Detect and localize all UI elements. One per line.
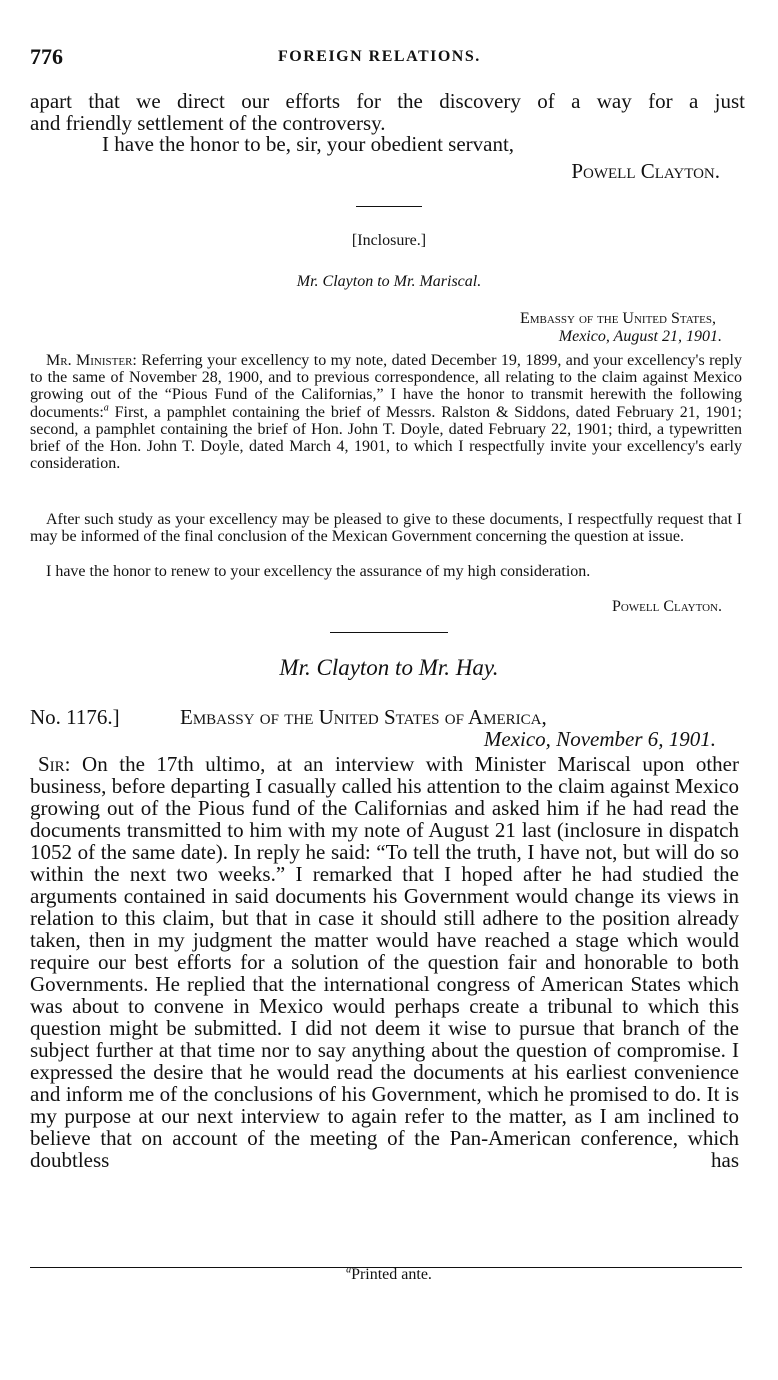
letter1-closing: I have the honor to be, sir, your obedient servant,: [102, 132, 515, 156]
section-divider: [330, 632, 448, 633]
section-divider: [356, 206, 422, 207]
footnote-mark: a: [346, 1264, 352, 1276]
inclosure-dateline-place: Mexico, August 21, 1901.: [558, 328, 722, 345]
inclosure-dateline-org: Embassy of the United States,: [519, 310, 716, 327]
letter2-body: Sir: On the 17th ultimo, at an interview with Minister Mariscal upon other business, before departing I casually called his attention to the claim against Mexico growing out of the Pious fund of the Californias and asked him if he had read the documents transmitted to him with my note of August 21 last (inclosure in dispatch 1052 of the same date). In reply he said: “To tell the truth, I have not, but will do so within the next two weeks.” I remarked that I hoped after he had studied the arguments contained in said documents his Government would change its views in relation to this claim, but that in case it should still adhere to the position already taken, then in my judgment the matter would have reached a stage which would require our best efforts for a solution of the question fair and honorable to both Governments. He replied that the international congress of American States which was about to convene in Mexico would perhaps create a tribunal to which this question might be submitted. I did not deem it wise to pursue that branch of the subject further at that time nor to say anything about the question of compromise. I expressed the desire that he would read the documents at his earliest convenience and inform me of the conclusions of his Government, which he promised to do. It is my purpose at our next interview to again refer to the matter, as I am inclined to believe that on account of the meeting of the Pan-American conference, which doubtless has: [30, 753, 739, 1172]
letter1-paragraph-line1: apart that we direct our efforts for the discovery of a way for a just: [30, 89, 745, 113]
letter1-signature: Powell Clayton.: [571, 159, 720, 183]
inclosure-signature: Powell Clayton.: [611, 598, 722, 615]
footnote-text: Printed ante.: [351, 1266, 432, 1283]
letter2-salutation: Sir:: [38, 753, 71, 776]
inclosure-salutation: Mr. Minister:: [46, 352, 137, 369]
letter2-dateline-org: Embassy of the United States of America,: [180, 705, 547, 729]
letter2-dateline-place: Mexico, November 6, 1901.: [483, 727, 716, 751]
inclosure-heading: Mr. Clayton to Mr. Mariscal.: [296, 273, 482, 290]
inclosure-paragraph-3: I have the honor to renew to your excellency the assurance of my high consideration.: [46, 563, 591, 580]
letter1-paragraph-line2: and friendly settlement of the controversy.: [30, 111, 386, 135]
running-head: FOREIGN RELATIONS.: [278, 48, 481, 65]
letter2-heading: Mr. Clayton to Mr. Hay.: [279, 655, 499, 680]
inclosure-label: [Inclosure.]: [351, 232, 427, 249]
footnote: [0, 1266, 778, 1283]
inclosure-paragraph-1: Mr. Minister: Referring your excellency to my note, dated December 19, 1899, and your excellency's reply to the same of November 28, 1900, and to previous correspondence, all relating to the claim against Mexico growing out of the “Pious Fund of the Californias,” I have the honor to transmit herewith the following documents:$^a$ First, a pamphlet containing the brief of Messrs. Ralston & Siddons, dated February 21, 1901; second, a pamphlet containing the brief of Hon. John T. Doyle, dated February 22, 1901; third, a typewritten brief of the Hon. John T. Doyle, dated March 4, 1901, to which I respectfully invite your excellency's early consideration.: [30, 352, 743, 473]
page-number: 776: [30, 44, 63, 69]
inclosure-paragraph-2: After such study as your excellency may be pleased to give to these documents, I respectfully request that I may be informed of the final conclusion of the Mexican Government concerning the question at issue.: [30, 511, 742, 546]
footnote-reference: a: [103, 402, 109, 414]
page-header: [30, 44, 745, 74]
dispatch-number: No. 1176.]: [30, 705, 120, 729]
